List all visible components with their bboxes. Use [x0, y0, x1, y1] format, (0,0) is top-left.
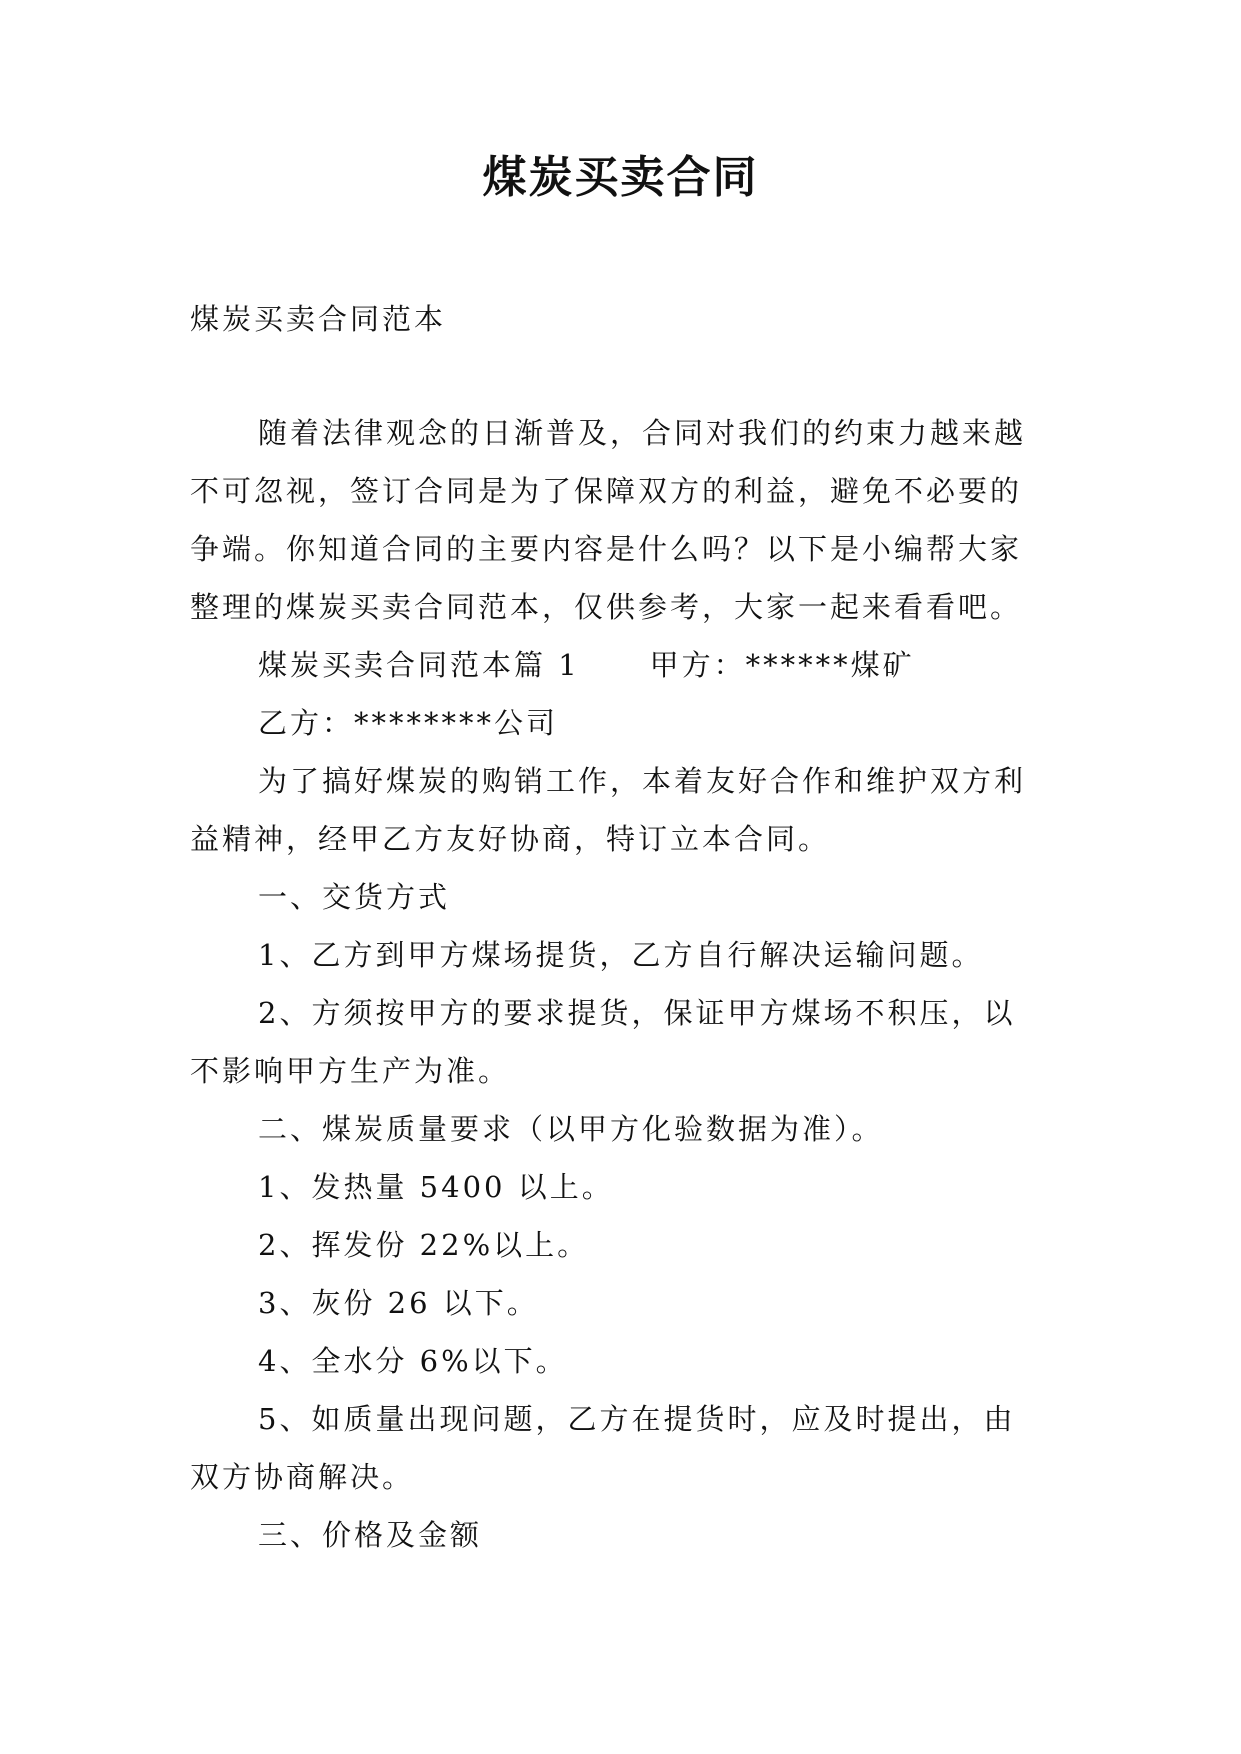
- party-b: 乙方：********公司: [258, 706, 559, 740]
- document-title: 煤炭买卖合同: [482, 152, 759, 203]
- intro-line-1: 随着法律观念的日渐普及，合同对我们的约束力越来越: [258, 416, 1027, 450]
- chapter-label: 煤炭买卖合同范本篇 1: [258, 648, 580, 682]
- document-body: [190, 290, 1060, 1564]
- section-2-item-5-line-1: 5、如质量出现问题，乙方在提货时，应及时提出，由: [258, 1402, 1016, 1436]
- intro-line-2: 不可忽视，签订合同是为了保障双方的利益，避免不必要的: [190, 474, 1023, 508]
- section-1-title: 一、交货方式: [258, 880, 451, 914]
- section-2-title: 二、煤炭质量要求（以甲方化验数据为准）。: [258, 1112, 884, 1146]
- purpose-line-1: 为了搞好煤炭的购销工作，本着友好合作和维护双方利: [258, 764, 1027, 798]
- section-3-title: 三、价格及金额: [258, 1518, 483, 1552]
- section-2-item-1: 1、发热量 5400 以上。: [258, 1170, 614, 1204]
- section-2-item-4: 4、全水分 6%以下。: [258, 1344, 568, 1378]
- section-1-item-2-line-1: 2、方须按甲方的要求提货，保证甲方煤场不积压，以: [258, 996, 1016, 1030]
- paragraph-gap: [190, 348, 1060, 404]
- intro-line-3: 争端。你知道合同的主要内容是什么吗？以下是小编帮大家: [190, 532, 1023, 566]
- section-2-item-5-line-2: 双方协商解决。: [190, 1460, 415, 1494]
- chapter-heading-line: [190, 636, 1060, 694]
- section-2-item-3: 3、灰份 26 以下。: [258, 1286, 539, 1320]
- purpose-line-2: 益精神，经甲乙方友好协商，特订立本合同。: [190, 822, 831, 856]
- section-2-item-2: 2、挥发份 22%以上。: [258, 1228, 590, 1262]
- section-1-item-2-line-2: 不影响甲方生产为准。: [190, 1054, 511, 1088]
- party-a: 甲方：******煤矿: [649, 648, 915, 682]
- section-1-item-1: 1、乙方到甲方煤场提货，乙方自行解决运输问题。: [258, 938, 984, 972]
- intro-line-4: 整理的煤炭买卖合同范本，仅供参考，大家一起来看看吧。: [190, 590, 1023, 624]
- document-subtitle: 煤炭买卖合同范本: [190, 302, 447, 336]
